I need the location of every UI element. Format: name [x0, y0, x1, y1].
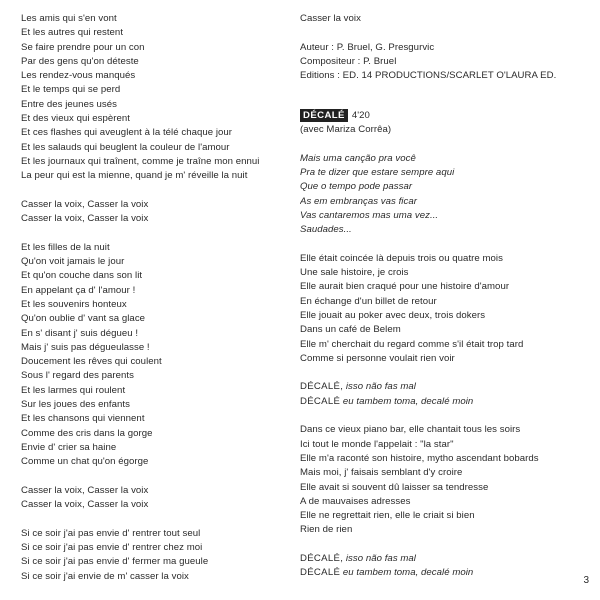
stanza-2 [21, 241, 291, 470]
song-heading [300, 109, 590, 123]
lyric-line: Elle m' cherchait du regard comme s'il était trop tard [300, 338, 524, 350]
refrain-caps: DÉCALÉ [300, 567, 341, 579]
stanza-spacer [300, 83, 590, 97]
stanza-spacer [300, 237, 590, 251]
lyric-line: Si ce soir j'ai pas envie d' rentrer chez moi [21, 541, 203, 553]
lyric-line: Et les larmes qui roulent [21, 384, 126, 396]
lyric-line: Et les autres qui restent [21, 27, 124, 39]
lyric-line: Mais uma canção pra você [300, 152, 416, 164]
lyric-line: Saudades... [300, 224, 352, 236]
lyric-line: Et le temps qui se perd [21, 84, 121, 96]
refrain-italic: eu tambem toma, decalé moin [340, 395, 474, 407]
closing-line: Casser la voix [300, 13, 361, 24]
lyric-line: En appelant ça d' l'amour ! [21, 284, 136, 296]
lyric-line: Si ce soir j'ai envie de m' casser la voix [21, 570, 189, 582]
stanza-spacer [300, 366, 590, 380]
lyric-line: Se faire prendre pour un con [21, 41, 145, 53]
lyric-line: Sur les joues des enfants [21, 399, 130, 411]
lyric-line: Sous l' regard des parents [21, 370, 134, 382]
lyric-line: Elle ne regrettait rien, elle le criait si bien [300, 510, 475, 522]
lyric-line: Et les journaux qui traînent, comme je traîne mon ennui [21, 155, 260, 167]
lyric-line: Elle était coincée là depuis trois ou quatre mois [300, 252, 503, 264]
lyric-line: Une sale histoire, je crois [300, 267, 409, 279]
stanza-3 [21, 527, 291, 584]
lyric-line: Comme des cris dans la gorge [21, 427, 153, 439]
stanza-spacer [21, 226, 291, 240]
credit-editions: Editions : ED. 14 PRODUCTIONS/SCARLET O'LAURA ED. [300, 70, 557, 82]
stanza-1 [21, 12, 291, 184]
stanza-spacer [300, 26, 590, 40]
lyric-line: Et ces flashes qui aveuglent à la télé chaque jour [21, 127, 233, 139]
lyric-line: Entre des jeunes usés [21, 98, 117, 110]
refrain-italic: isso não fas mal [343, 381, 416, 393]
lyric-line: Casser la voix, Casser la voix [21, 198, 149, 210]
refrain-italic: isso não fas mal [343, 552, 416, 564]
lyric-line: Mais j' suis pas dégueulasse ! [21, 341, 150, 353]
lyric-line: Ici tout le monde l'appelait : "la star" [300, 438, 454, 450]
credit-composer: Compositeur : P. Bruel [300, 55, 397, 67]
lyric-line: Comme un chat qu'on égorge [21, 456, 149, 468]
verse-1 [300, 252, 590, 366]
lyric-line: Mais moi, j' faisais semblant d'y croire [300, 467, 463, 479]
page-number: 3 [583, 575, 589, 586]
lyric-line: Que o tempo pode passar [300, 181, 413, 193]
lyric-line: Elle aurait bien craqué pour une histoire d'amour [300, 281, 510, 293]
lyric-line: Pra te dizer que estare sempre aqui [300, 166, 455, 178]
refrain-caps: DÉCALÉ, [300, 552, 344, 564]
lyric-line: Casser la voix, Casser la voix [21, 484, 149, 496]
left-lyrics-column [21, 12, 291, 584]
lyric-line: En s' disant j' suis dégueu ! [21, 327, 139, 339]
lyric-line: Par des gens qu'on déteste [21, 55, 139, 67]
refrain-italic: eu tambem toma, decalé moin [340, 567, 474, 579]
lyric-line: Si ce soir j'ai pas envie d' rentrer tout seul [21, 527, 201, 539]
refrain-2 [300, 552, 590, 581]
portuguese-intro [300, 152, 590, 238]
credit-author: Auteur : P. Bruel, G. Presgurvic [300, 41, 435, 53]
stanza-spacer [21, 470, 291, 484]
lyric-line: Elle jouait au poker avec deux, trois dokers [300, 309, 486, 321]
lyric-line: Dans ce vieux piano bar, elle chantait tous les soirs [300, 424, 521, 436]
lyric-line: Envie d' crier sa haine [21, 441, 117, 453]
lyric-line: Casser la voix, Casser la voix [21, 213, 149, 225]
stanza-spacer [300, 538, 590, 552]
lyric-line: En échange d'un billet de retour [300, 295, 437, 307]
lyric-line: Les rendez-vous manqués [21, 70, 136, 82]
lyric-line: Rien de rien [300, 524, 353, 536]
lyric-line: A de mauvaises adresses [300, 495, 411, 507]
stanza-spacer [300, 137, 590, 151]
credits [300, 41, 590, 84]
lyric-line: As em embranças vas ficar [300, 195, 417, 207]
right-lyrics-column [300, 12, 590, 581]
lyric-line: Qu'on voit jamais le jour [21, 256, 125, 268]
song-featuring: (avec Mariza Corrêa) [300, 124, 392, 136]
lyric-line: Et les chansons qui viennent [21, 413, 145, 425]
stanza-spacer [21, 184, 291, 198]
lyric-line: Elle m'a raconté son histoire, mytho ascendant bobards [300, 452, 539, 464]
song-title: DÉCALÉ [300, 109, 348, 122]
stanza-spacer [300, 98, 590, 109]
refrain-line [300, 552, 590, 566]
lyric-line: Les amis qui s'en vont [21, 13, 117, 24]
lyric-line: Et les souvenirs honteux [21, 298, 127, 310]
chorus-1 [21, 198, 291, 227]
lyric-line: Et les salauds qui beuglent la couleur de l'amour [21, 141, 230, 153]
refrain-line [300, 380, 590, 394]
chorus-2 [21, 484, 291, 513]
lyric-line: Et des vieux qui espèrent [21, 113, 130, 125]
lyric-line: Elle avait si souvent dû laisser sa tendresse [300, 481, 489, 493]
lyric-line: Et les filles de la nuit [21, 241, 110, 253]
refrain-1 [300, 380, 590, 409]
refrain-caps: DÉCALÉ, [300, 381, 344, 393]
stanza-spacer [21, 512, 291, 526]
lyric-line: Casser la voix, Casser la voix [21, 499, 149, 511]
lyric-line: Et qu'on couche dans son lit [21, 270, 143, 282]
refrain-line [300, 566, 590, 580]
lyric-line: Doucement les rêves qui coulent [21, 356, 162, 368]
lyric-line: Vas cantaremos mas uma vez... [300, 209, 439, 221]
lyric-line: Dans un café de Belem [300, 324, 401, 336]
refrain-caps: DÉCALÉ [300, 395, 341, 407]
stanza-spacer [300, 409, 590, 423]
lyric-line: Qu'on oublie d' vant sa glace [21, 313, 146, 325]
lyric-line: Si ce soir j'ai pas envie d' fermer ma gueule [21, 556, 209, 568]
refrain-line [300, 395, 590, 409]
verse-2 [300, 423, 590, 537]
lyric-line: Comme si personne voulait rien voir [300, 352, 455, 364]
song-duration: 4'20 [351, 109, 370, 121]
lyric-line: La peur qui est la mienne, quand je m' réveille la nuit [21, 170, 248, 182]
